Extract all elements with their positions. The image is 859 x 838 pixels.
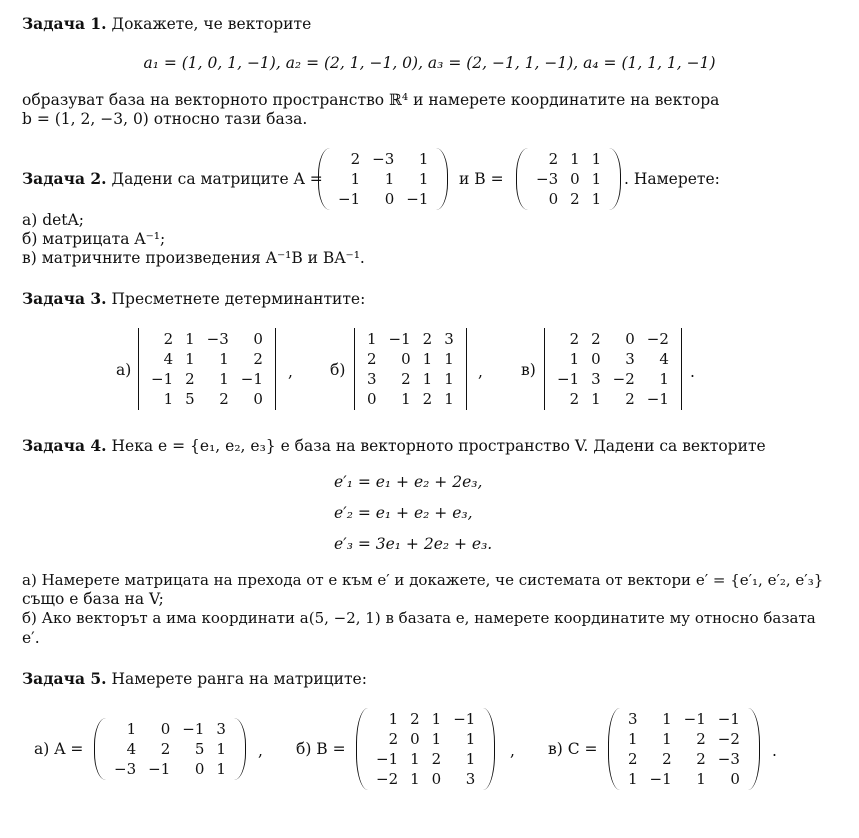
task3-label-b: б)	[330, 361, 346, 379]
matrix-cell: 1	[185, 350, 195, 368]
matrix-row	[332, 169, 434, 189]
matrix-cell: 3	[625, 350, 635, 368]
task1-title: Задача 1.	[22, 14, 107, 33]
matrix-cell: 1	[591, 190, 602, 208]
matrix-cell: −1	[649, 770, 672, 788]
matrix-cell: 2	[253, 350, 263, 368]
matrix-cell: 1	[444, 390, 454, 408]
matrix-cell: 0	[194, 760, 205, 778]
matrix-cell: 0	[591, 350, 601, 368]
matrix-cell: 1	[662, 730, 672, 748]
matrix-cell: 1	[216, 740, 226, 758]
matrix-cell: 2	[367, 350, 377, 368]
matrix-row	[530, 189, 607, 209]
task5-end: .	[772, 742, 777, 760]
matrix-cell: 1	[410, 770, 420, 788]
matrix-cell: 4	[163, 350, 174, 368]
matrix-cell: 1	[401, 390, 411, 408]
matrix-cell: −3	[114, 760, 137, 778]
task3-label-a: а)	[116, 361, 132, 379]
matrix-cell: 0	[410, 730, 420, 748]
matrix-cell: 1	[659, 370, 669, 388]
matrix-cell: 0	[160, 720, 171, 738]
matrix-cell: 2	[422, 390, 433, 408]
matrix-cell: −3	[536, 170, 559, 188]
matrix-cell: 1	[367, 330, 377, 348]
matrix-cell: 2	[696, 730, 706, 748]
matrix-cell: −1	[683, 710, 706, 728]
task2-title: Задача 2.	[22, 169, 107, 188]
task5-line	[22, 669, 367, 689]
matrix-cell: −1	[406, 190, 429, 208]
matrix-cell: 2	[401, 370, 411, 388]
matrix-row	[145, 389, 269, 409]
matrix-cell: −2	[376, 770, 399, 788]
matrix-cell: 1	[431, 730, 442, 748]
matrix-cell: 2	[625, 390, 635, 408]
task5-label-a: а) A =	[34, 740, 84, 758]
task2-item-c: в) матричните произведения A⁻¹B и BA⁻¹.	[22, 249, 365, 267]
task1-vectors: a₁ = (1, 0, 1, −1), a₂ = (2, 1, −1, 0), a₃ = (2, −1, 1, −1), a₄ = (1, 1, 1, −1)	[143, 54, 716, 72]
matrix-cell: 4	[126, 740, 137, 758]
matrix-row	[108, 739, 232, 759]
matrix-row	[551, 329, 675, 349]
matrix-cell: −1	[453, 710, 476, 728]
matrix-cell: 1	[591, 390, 601, 408]
task4-title: Задача 4.	[22, 436, 107, 455]
task1-line2: образуват база на векторното пространство ℝ⁴ и намерете координатите на вектора	[22, 91, 720, 109]
matrix-row	[370, 709, 481, 729]
matrix-cell: 1	[418, 170, 429, 188]
matrix-cell: 1	[591, 150, 602, 168]
matrix-cell: 0	[431, 770, 442, 788]
matrix-row	[622, 709, 746, 729]
matrix-cell: 1	[431, 710, 442, 728]
matrix-cell: 2	[422, 330, 433, 348]
task3-sep-1: ,	[288, 363, 293, 381]
task5-intro: Намерете ранга на матриците:	[111, 670, 367, 688]
task4-b1: б) Ако векторът a има координати a(5, −2, 1) в базата e, намерете координатите му относно базата	[22, 609, 816, 627]
task4-a2: също е база на V;	[22, 590, 164, 608]
matrix-cell: 1	[662, 710, 672, 728]
matrix-cell: 0	[570, 170, 580, 188]
task3-label-c: в)	[521, 361, 536, 379]
task2-text-a: Дадени са матриците A =	[111, 170, 323, 188]
matrix-cell: 0	[730, 770, 740, 788]
matrix-row	[551, 369, 675, 389]
matrix-row	[530, 149, 607, 169]
task5-label-c: в) C =	[548, 740, 598, 758]
task4-eq3: e′₃ = 3e₁ + 2e₂ + e₃.	[334, 535, 493, 553]
matrix-cell: 1	[384, 170, 395, 188]
matrix-cell: 0	[401, 350, 411, 368]
matrix-cell: 1	[444, 370, 454, 388]
matrix-cell: 3	[216, 720, 226, 738]
task5-label-b: б) B =	[296, 740, 346, 758]
task5-sep-1: ,	[258, 742, 263, 760]
matrix-row	[530, 169, 607, 189]
task3-line	[22, 289, 365, 309]
task4-line	[22, 436, 766, 456]
matrix-cell: 2	[431, 750, 442, 768]
matrix-cell: −3	[372, 150, 395, 168]
task2-item-b: б) матрицата A⁻¹;	[22, 230, 166, 248]
task2-text-and: и B =	[459, 170, 504, 188]
matrix-row	[551, 349, 675, 369]
matrix-cell: −2	[646, 330, 669, 348]
task4-b2: e′.	[22, 629, 40, 647]
matrix-row	[361, 349, 460, 369]
matrix-cell: 3	[591, 370, 601, 388]
matrix-row	[361, 389, 460, 409]
matrix-row	[361, 329, 460, 349]
task3-det-a	[134, 328, 280, 410]
matrix-cell: −2	[612, 370, 635, 388]
matrix-cell: 0	[384, 190, 395, 208]
task4-eq1: e′₁ = e₁ + e₂ + 2e₃,	[334, 473, 483, 491]
matrix-cell: 0	[625, 330, 635, 348]
matrix-row	[370, 749, 481, 769]
matrix-cell: 3	[628, 710, 638, 728]
matrix-cell: 4	[659, 350, 669, 368]
task1-line3: b = (1, 2, −3, 0) относно тази база.	[22, 110, 308, 128]
matrix-row	[108, 759, 232, 779]
task5-sep-2: ,	[510, 742, 515, 760]
task3-intro: Пресметнете детерминантите:	[111, 290, 366, 308]
matrix-cell: 2	[628, 750, 638, 768]
matrix-cell: −1	[717, 710, 740, 728]
matrix-cell: 2	[185, 370, 195, 388]
matrix-cell: −1	[376, 750, 399, 768]
matrix-cell: 1	[219, 350, 229, 368]
matrix-row	[145, 329, 269, 349]
matrix-cell: 1	[591, 170, 602, 188]
matrix-row	[145, 349, 269, 369]
matrix-cell: 1	[219, 370, 229, 388]
matrix-cell: −1	[388, 330, 411, 348]
matrix-cell: −3	[717, 750, 740, 768]
matrix-row	[332, 149, 434, 169]
matrix-cell: 2	[569, 330, 580, 348]
matrix-cell: 1	[418, 150, 429, 168]
matrix-cell: −1	[151, 370, 174, 388]
matrix-cell: 1	[216, 760, 226, 778]
matrix-row	[332, 189, 434, 209]
matrix-cell: 2	[591, 330, 601, 348]
matrix-cell: 2	[163, 330, 174, 348]
matrix-cell: 1	[388, 710, 399, 728]
matrix-cell: 1	[465, 750, 476, 768]
task3-det-b	[350, 328, 471, 410]
matrix-cell: 5	[194, 740, 205, 758]
matrix-cell: 2	[219, 390, 229, 408]
matrix-cell: −1	[338, 190, 361, 208]
matrix-cell: 3	[465, 770, 476, 788]
matrix-cell: 1	[569, 350, 580, 368]
matrix-cell: 2	[160, 740, 171, 758]
matrix-cell: −1	[240, 370, 263, 388]
task5-title: Задача 5.	[22, 669, 107, 688]
matrix-cell: −1	[182, 720, 205, 738]
matrix-cell: 0	[367, 390, 377, 408]
matrix-cell: 2	[570, 190, 580, 208]
matrix-cell: 0	[253, 330, 263, 348]
matrix-cell: 1	[465, 730, 476, 748]
task2-matrix-a	[318, 148, 448, 210]
task5-matrix-b	[356, 708, 495, 790]
task2-matrix-b	[516, 148, 621, 210]
matrix-cell: 1	[422, 370, 433, 388]
matrix-cell: 2	[388, 730, 399, 748]
matrix-row	[551, 389, 675, 409]
task5-matrix-a	[94, 718, 246, 780]
matrix-cell: −1	[557, 370, 580, 388]
task2-item-a: а) detA;	[22, 211, 84, 229]
matrix-cell: −1	[148, 760, 171, 778]
matrix-cell: 5	[185, 390, 195, 408]
task4-a1: а) Намерете матрицата на прехода от e към e′ и докажете, че системата от вектори e′ = {e′₁, e′₂, e′₃}	[22, 571, 824, 589]
matrix-cell: 1	[628, 770, 638, 788]
matrix-cell: 1	[696, 770, 706, 788]
matrix-cell: 1	[126, 720, 137, 738]
task4-intro: Нека e = {e₁, e₂, e₃} е база на векторното пространство V. Дадени са векторите	[111, 437, 766, 455]
task3-end: .	[690, 363, 695, 381]
matrix-row	[370, 769, 481, 789]
matrix-cell: 1	[350, 170, 361, 188]
task5-matrix-c	[608, 708, 760, 790]
matrix-cell: 0	[548, 190, 559, 208]
task1-line1	[22, 14, 311, 34]
matrix-row	[145, 369, 269, 389]
task1-intro: Докажете, че векторите	[111, 15, 312, 33]
matrix-cell: 1	[410, 750, 420, 768]
matrix-cell: −3	[206, 330, 229, 348]
matrix-cell: −2	[717, 730, 740, 748]
matrix-cell: 0	[253, 390, 263, 408]
matrix-row	[622, 729, 746, 749]
task4-eq2: e′₂ = e₁ + e₂ + e₃,	[334, 504, 473, 522]
matrix-cell: 2	[696, 750, 706, 768]
matrix-cell: 3	[444, 330, 454, 348]
matrix-cell: 2	[548, 150, 559, 168]
matrix-row	[108, 719, 232, 739]
matrix-cell: 2	[410, 710, 420, 728]
matrix-cell: −1	[646, 390, 669, 408]
matrix-cell: 1	[422, 350, 433, 368]
matrix-row	[361, 369, 460, 389]
task3-det-c	[540, 328, 686, 410]
matrix-cell: 1	[570, 150, 580, 168]
task2-text-find: . Намерете:	[624, 170, 720, 188]
matrix-cell: 2	[569, 390, 580, 408]
task3-sep-2: ,	[478, 363, 483, 381]
matrix-cell: 1	[628, 730, 638, 748]
matrix-cell: 3	[367, 370, 377, 388]
matrix-row	[370, 729, 481, 749]
matrix-cell: 2	[350, 150, 361, 168]
matrix-cell: 1	[163, 390, 174, 408]
matrix-cell: 2	[662, 750, 672, 768]
task3-title: Задача 3.	[22, 289, 107, 308]
matrix-cell: 1	[185, 330, 195, 348]
matrix-cell: 1	[444, 350, 454, 368]
matrix-row	[622, 769, 746, 789]
matrix-row	[622, 749, 746, 769]
task2-line	[22, 169, 323, 189]
